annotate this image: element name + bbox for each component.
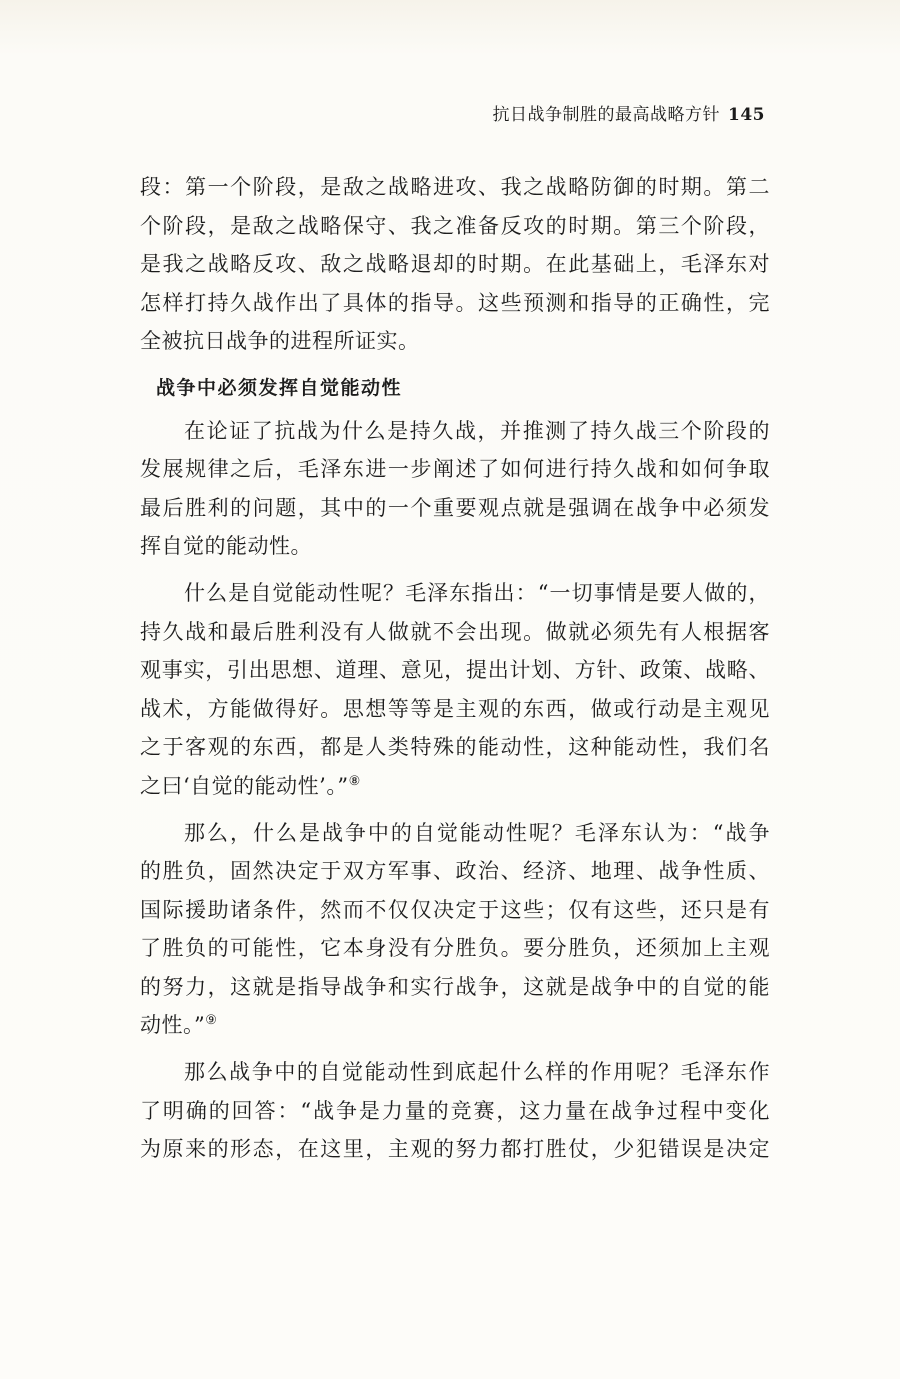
text-line-with-footnote <box>140 1006 770 1045</box>
text-line: 战术，方能做得好。思想等等是主观的东西，做或行动是主观见 <box>140 696 770 721</box>
text-line: 发展规律之后，毛泽东进一步阐述了如何进行持久战和如何争取 <box>140 457 770 482</box>
page-number: 145 <box>728 105 765 125</box>
text-line-content: 动性。” <box>140 1013 206 1038</box>
footnote-marker-8: ⑧ <box>348 773 361 789</box>
text-line: 段：第一个阶段，是敌之战略进攻、我之战略防御的时期。第二 <box>140 175 770 199</box>
text-line: 持久战和最后胜利没有人做就不会出现。做就必须先有人根据客 <box>140 619 770 644</box>
footnote-marker-9: ⑨ <box>205 1013 218 1029</box>
text-line: 那么，什么是战争中的自觉能动性呢？毛泽东认为：“战争 <box>184 820 770 845</box>
text-line: 了明确的回答：“战争是力量的竞赛，这力量在战争过程中变化 <box>140 1098 770 1123</box>
text-line-with-footnote <box>140 767 770 806</box>
text-line: 了胜负的可能性，它本身没有分胜负。要分胜负，还须加上主观 <box>140 936 770 961</box>
text-line: 那么战争中的自觉能动性到底起什么样的作用呢？毛泽东作 <box>184 1060 770 1085</box>
chapter-title: 抗日战争制胜的最高战略方针 <box>492 105 720 125</box>
text-line: 是我之战略反攻、敌之战略退却的时期。在此基础上，毛泽东对 <box>140 252 770 277</box>
text-line: 在论证了抗战为什么是持久战，并推测了持久战三个阶段的 <box>184 418 770 443</box>
text-line: 怎样打持久战作出了具体的指导。这些预测和指导的正确性，完 <box>140 290 770 315</box>
text-line: 挥自觉的能动性。 <box>140 534 312 559</box>
text-line: 为原来的形态，在这里，主观的努力都打胜仗，少犯错误是决定 <box>140 1137 770 1162</box>
text-line: 最后胜利的问题，其中的一个重要观点就是强调在战争中必须发 <box>140 495 770 520</box>
text-line: 什么是自觉能动性呢？毛泽东指出：“一切事情是要人做的， <box>184 580 770 605</box>
text-line: 观事实，引出思想、道理、意见，提出计划、方针、政策、战略、 <box>140 658 770 683</box>
text-line: 个阶段，是敌之战略保守、我之准备反攻的时期。第三个阶段， <box>140 213 770 238</box>
text-line: 全被抗日战争的进程所证实。 <box>140 329 420 354</box>
running-header <box>493 100 766 125</box>
text-line-content: 之曰‘自觉的能动性’。” <box>140 773 349 798</box>
text-line: 的胜负，固然决定于双方军事、政治、经济、地理、战争性质、 <box>140 859 770 884</box>
text-line: 之于客观的东西，都是人类特殊的能动性，这种能动性，我们名 <box>140 735 770 760</box>
body-text <box>140 168 770 1169</box>
text-line: 的努力，这就是指导战争和实行战争，这就是战争中的自觉的能 <box>140 974 770 999</box>
section-subheading: 战争中必须发挥自觉能动性 <box>156 376 403 399</box>
text-line: 国际援助诸条件，然而不仅仅决定于这些；仅有这些，还只是有 <box>140 897 770 922</box>
